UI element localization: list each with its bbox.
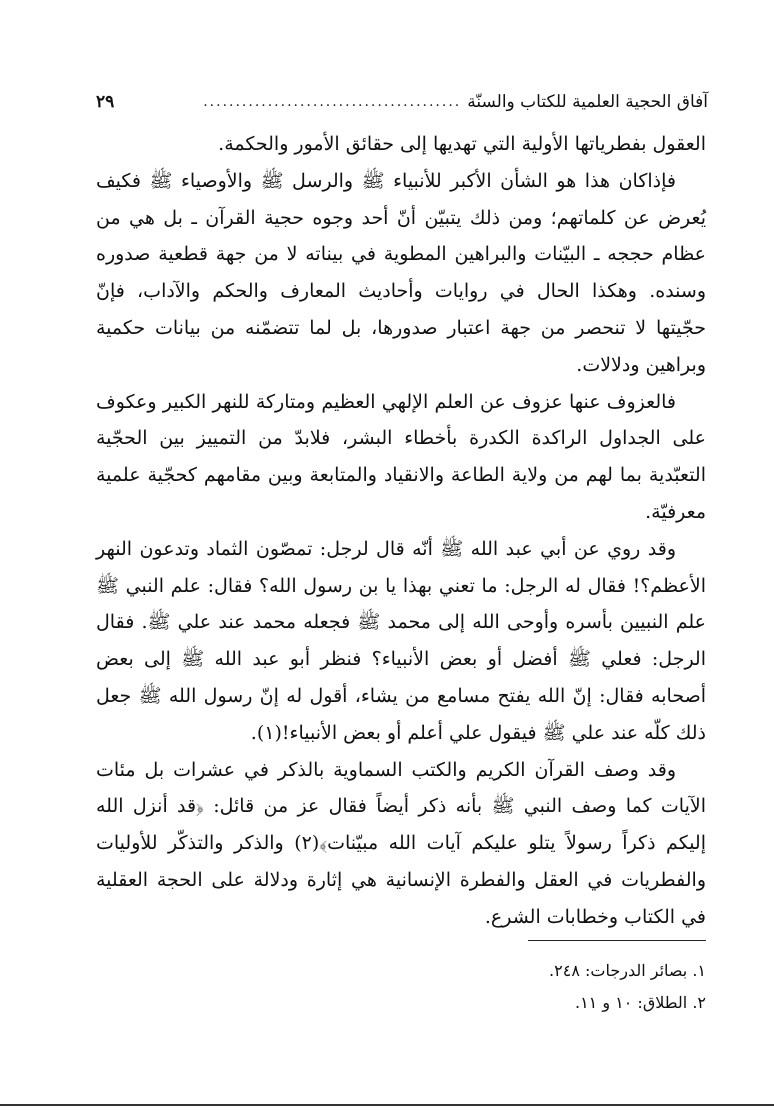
paragraph: وقد روي عن أبي عبد الله ﷺ أنّه قال لرجل: تمصّون الثماد وتدعون النهر الأعظم؟! فقال له الرجل: ما تعني بهذا يا بن رسول الله؟ فقال: علم النبي ﷺ علم النبيين بأسره وأوحى الله إلى محمد ﷺ فجعله محمد عند علي ﷺ. فقال الرجل: فعلي ﷺ أفضل أو بعض الأنبياء؟ فنظر أبو عبد الله ﷺ إلى بعض أصحابه فقال: إنّ الله يفتح مسامع من يشاء، أقول له إنّ رسول الله ﷺ جعل ذلك كلّه عند علي ﷺ فيقول علي أعلم أو بعض الأنبياء!(١).: [96, 537, 706, 744]
running-title: آفاق الحجية العلمية للكتاب والسنّة: [467, 92, 708, 112]
leader-dots: ........................................: [203, 94, 462, 110]
page-number: ٢٩: [96, 92, 115, 112]
footnote: ١. بصائر الدرجات: ٢٤٨.: [549, 961, 706, 980]
paragraph: فالعزوف عنها عزوف عن العلم الإلهي العظيم ومتاركة للنهر الكبير وعكوف على الجداول الراكدة الكدرة بأخطاء البشر، فلابدّ من التمييز بين الحجّية التعبّدية بما لهم من ولاية الطاعة والانقياد والمتابعة وبين مقامهم كحجّية علمية معرفيّة.: [96, 390, 706, 523]
footnote-separator: [528, 940, 706, 941]
footnote: ٢. الطلاق: ١٠ و ١١.: [574, 993, 706, 1012]
paragraph: وقد وصف القرآن الكريم والكتب السماوية بالذكر في عشرات بل مئات الآيات كما وصف النبي ﷺ بأنه ذكر أيضاً فقال عز من قائل: ﴿قد أنزل الله إليكم ذكراً رسولاً يتلو عليكم آيات الله مبيّنات﴾(٢) والذكر والتذكّر للأوليات والفطريات في العقل والفطرة الإنسانية هي إثارة ودلالة على الحجة العقلية في الكتاب وخطابات الشرع.: [96, 758, 706, 928]
footnotes: [96, 955, 706, 1019]
paragraph: العقول بفطرياتها الأولية التي تهديها إلى حقائق الأمور والحكمة.: [218, 133, 706, 155]
running-header: [96, 86, 708, 112]
main-text: [96, 126, 706, 936]
page-bottom-border: [0, 1104, 774, 1106]
paragraph: فإذاكان هذا هو الشأن الأكبر للأنبياء ﷺ والرسل ﷺ والأوصياء ﷺ فكيف يُعرض عن كلماتهم؛ ومن ذلك يتبيّن أنّ أحد وجوه حجية القرآن ـ بل هي من عظام حججه ـ البيّنات والبراهين المطوية في بيناته لا من جهة قطعية صدوره وسنده. وهكذا الحال في روايات وأحاديث المعارف والحكم والآداب، فإنّ حجّيتها لا تنحصر من جهة اعتبار صدورها، بل لما تتضمّنه من بيانات حكمية وبراهين ودلالات.: [96, 169, 706, 376]
